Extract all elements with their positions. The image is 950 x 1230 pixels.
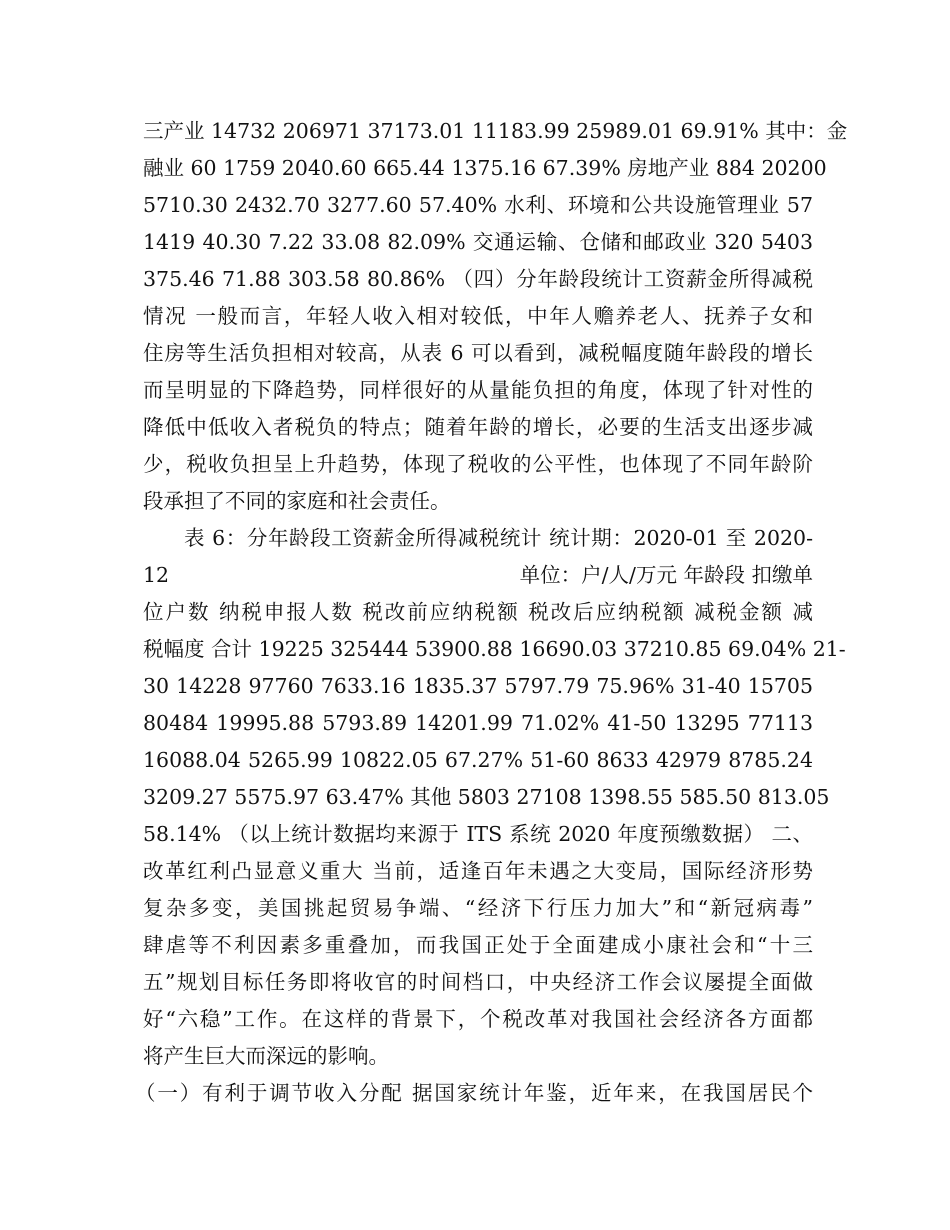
body-text-line: 三产业 14732 206971 37173.01 11183.99 25989.01 69.91% 其中：金 <box>143 119 848 143</box>
body-text-line: 复杂多变，美国挑起贸易争端、“经济下行压力加大”和“新冠病毒” <box>143 896 813 920</box>
section-heading-line: （一）有利于调节收入分配 据国家统计年鉴，近年来，在我国居民个 <box>135 1081 813 1105</box>
body-text-line: 住房等生活负担相对较高，从表 6 可以看到，减税幅度随年龄段的增长 <box>143 341 813 365</box>
body-text-line: 改革红利凸显意义重大 当前，适逢百年未遇之大变局，国际经济形势 <box>143 859 813 883</box>
table-text-line: 位户数 纳税申报人数 税改前应纳税额 税改后应纳税额 减税金额 减 <box>143 600 813 624</box>
table-text-line: 30 14228 97760 7633.16 1835.37 5797.79 75.96% 31-40 15705 <box>143 674 813 698</box>
body-text-line: 58.14% （以上统计数据均来源于 ITS 系统 2020 年度预缴数据） 二、 <box>143 822 813 846</box>
table-text-line: 税幅度 合计 19225 325444 53900.88 16690.03 37210.85 69.04% 21- <box>143 637 846 661</box>
table-text-line: 16088.04 5265.99 10822.05 67.27% 51-60 8633 42979 8785.24 <box>143 748 813 772</box>
body-text-line: 少，税收负担呈上升趋势，体现了税收的公平性，也体现了不同年龄阶 <box>143 452 813 476</box>
body-text-line: 1419 40.30 7.22 33.08 82.09% 交通运输、仓储和邮政业 320 5403 <box>143 230 813 254</box>
body-text-line: 肆虐等不利因素多重叠加，而我国正处于全面建成小康社会和“十三 <box>143 933 813 957</box>
table-caption-line: 表 6：分年龄段工资薪金所得减税统计 统计期：2020-01 至 2020- <box>184 526 813 550</box>
table-text-line: 3209.27 5575.97 63.47% 其他 5803 27108 1398.55 585.50 813.05 <box>143 785 830 809</box>
table-text-line: 80484 19995.88 5793.89 14201.99 71.02% 41-50 13295 77113 <box>143 711 813 735</box>
body-text-line: 而呈明显的下降趋势，同样很好的从量能负担的角度，体现了针对性的 <box>143 378 813 402</box>
body-text-line: 5710.30 2432.70 3277.60 57.40% 水利、环境和公共设施管理业 57 <box>143 193 813 217</box>
table-caption-line: 12 <box>143 563 170 587</box>
body-text-line: 五”规划目标任务即将收官的时间档口，中央经济工作会议屡提全面做 <box>143 970 813 994</box>
body-text-line: 375.46 71.88 303.58 80.86% （四）分年龄段统计工资薪金所得减税 <box>143 267 813 291</box>
body-text-line: 段承担了不同的家庭和社会责任。 <box>143 489 451 513</box>
table-unit-line: 单位：户/人/万元 年龄段 扣缴单 <box>519 563 813 587</box>
body-text-line: 好“六稳”工作。在这样的背景下，个税改革对我国社会经济各方面都 <box>143 1007 813 1031</box>
body-text-line: 情况 一般而言，年轻人收入相对较低，中年人赡养老人、抚养子女和 <box>143 304 813 328</box>
body-text-line: 将产生巨大而深远的影响。 <box>143 1044 389 1068</box>
body-text-line: 降低中低收入者税负的特点；随着年龄的增长，必要的生活支出逐步减 <box>143 415 813 439</box>
body-text-line: 融业 60 1759 2040.60 665.44 1375.16 67.39% 房地产业 884 20200 <box>143 156 827 180</box>
